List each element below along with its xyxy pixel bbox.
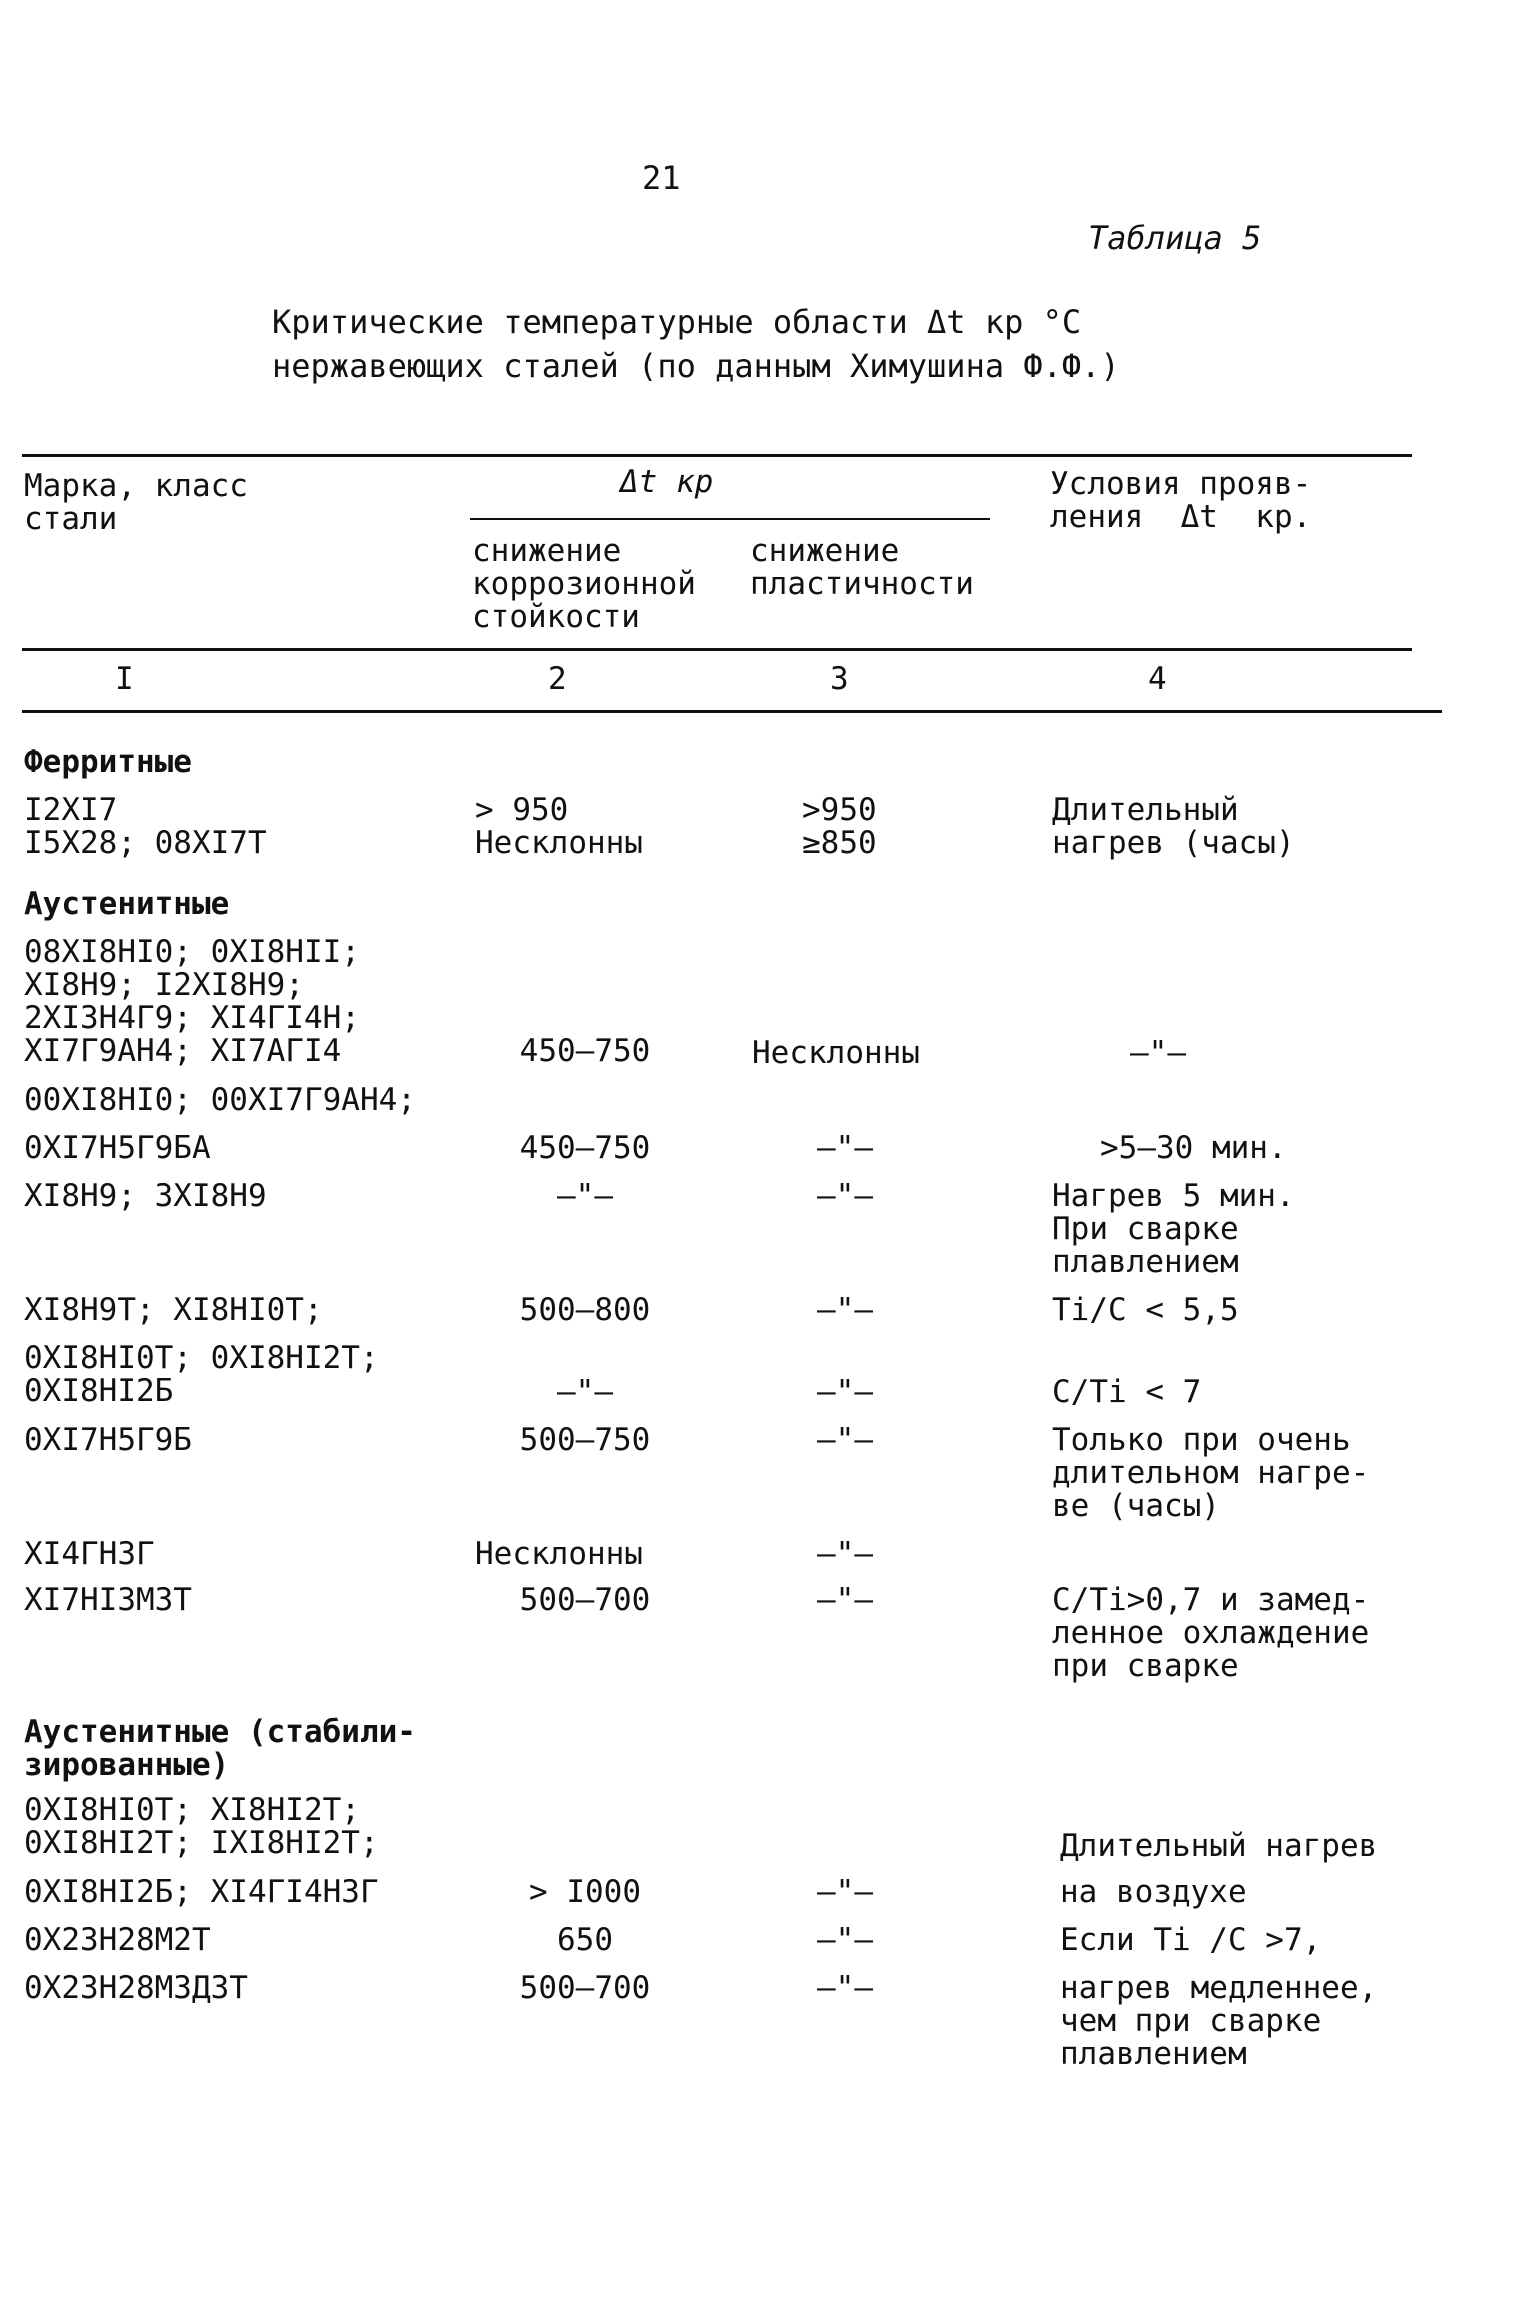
- column-number-3: 3: [830, 661, 849, 697]
- row-grade: 0XI7H5Г9БA: [24, 1130, 211, 1166]
- row-plasticity-value: –"–: [817, 1536, 873, 1572]
- row-plasticity-value: –"–: [817, 1970, 873, 2006]
- row-grade: 0X23H28M2T: [24, 1922, 211, 1958]
- row-grade: I2XI7 I5X28; 08XI7T: [24, 792, 267, 861]
- row-conditions: нагрев медленнее, чем при сварке плавлением: [1060, 1970, 1378, 2072]
- row-conditions: Если Ti /C >7,: [1060, 1922, 1322, 1958]
- row-grade: XI4ГH3Г: [24, 1536, 155, 1572]
- row-plasticity-value: Несклонны: [752, 1035, 920, 1071]
- header-grade-class: Марка, класс стали: [24, 468, 248, 537]
- row-corrosion-value: > 950 Несклонны: [475, 792, 643, 861]
- header-plasticity: снижение пластичности: [750, 533, 974, 602]
- column-number-4: 4: [1148, 661, 1167, 697]
- row-corrosion-value: 500–700: [519, 1970, 651, 2006]
- row-corrosion-value: –"–: [557, 1178, 613, 1214]
- row-grade: 08XI8HI0; 0XI8HII; XI8H9; I2XI8H9; 2XI3H4Г9; XI4ГI4H; XI7Г9AH4; XI7AГI4: [24, 934, 360, 1069]
- table-title-line-2: нержавеющих сталей (по данным Химушина Ф.Ф.): [272, 347, 1120, 385]
- row-plasticity-value: >950 ≥850: [802, 792, 877, 861]
- row-grade: 0XI8HI2Б; XI4ГI4H3Г: [24, 1874, 379, 1910]
- row-grade: XI8H9; 3XI8H9: [24, 1178, 267, 1214]
- header-corrosion-resistance: снижение коррозионной стойкости: [472, 533, 696, 635]
- row-plasticity-value: –"–: [817, 1582, 873, 1618]
- table-label: Таблица 5: [1088, 219, 1262, 257]
- row-plasticity-value: –"–: [817, 1130, 873, 1166]
- row-plasticity-value: –"–: [817, 1922, 873, 1958]
- column-number-1: I: [115, 661, 134, 697]
- row-conditions: –"–: [1130, 1035, 1186, 1071]
- row-conditions: Длительный нагрев: [1060, 1828, 1378, 1864]
- row-corrosion-value: Несклонны: [475, 1536, 643, 1572]
- row-grade: 0X23H28M3Д3T: [24, 1970, 248, 2006]
- row-conditions: Длительный нагрев (часы): [1052, 792, 1295, 861]
- numbers-bottom-rule: [22, 710, 1442, 713]
- row-plasticity-value: –"–: [817, 1874, 873, 1910]
- row-plasticity-value: –"–: [817, 1422, 873, 1458]
- row-grade: 0XI7H5Г9Б: [24, 1422, 192, 1458]
- row-conditions: >5–30 мин.: [1100, 1130, 1287, 1166]
- header-delta-t-group: Δt кр: [620, 464, 714, 500]
- row-grade: 0XI8HI0T; 0XI8HI2T; 0XI8HI2Б: [24, 1340, 379, 1409]
- table-top-rule: [22, 454, 1412, 457]
- row-conditions: Только при очень длительном нагре- ве (часы): [1052, 1422, 1370, 1524]
- header-conditions: Условия прояв- ления Δt кр.: [1050, 466, 1312, 535]
- row-corrosion-value: 450–750: [519, 1130, 651, 1166]
- row-corrosion-value: 450–750: [519, 1033, 651, 1069]
- row-plasticity-value: –"–: [817, 1374, 873, 1410]
- row-grade: XI8H9T; XI8HI0T;: [24, 1292, 323, 1328]
- table-title-line-1: Критические температурные области Δt кр °С: [272, 303, 1082, 341]
- row-corrosion-value: > I000: [529, 1874, 641, 1910]
- row-corrosion-value: 500–700: [519, 1582, 651, 1618]
- section-title-austenitic: Аустенитные: [24, 886, 230, 922]
- row-conditions: на воздухе: [1060, 1874, 1247, 1910]
- row-corrosion-value: 500–800: [519, 1292, 651, 1328]
- row-conditions: Нагрев 5 мин. При сварке плавлением: [1052, 1178, 1295, 1280]
- row-grade: 0XI8HI0T; XI8HI2T; 0XI8HI2T; IXI8HI2T;: [24, 1792, 379, 1861]
- section-title-ferritic: Ферритные: [24, 744, 192, 780]
- row-grade: 00XI8HI0; 00XI7Г9AH4;: [24, 1082, 416, 1118]
- header-bottom-rule: [22, 648, 1412, 651]
- header-group-rule: [470, 518, 990, 520]
- row-conditions: C/Ti>0,7 и замед- ленное охлаждение при сварке: [1052, 1582, 1370, 1684]
- row-corrosion-value: 500–750: [519, 1422, 651, 1458]
- row-plasticity-value: –"–: [817, 1178, 873, 1214]
- row-conditions: Ti/C < 5,5: [1052, 1292, 1239, 1328]
- row-corrosion-value: 650: [557, 1922, 613, 1958]
- row-conditions: C/Ti < 7: [1052, 1374, 1202, 1410]
- section-title-austenitic-stabilized: Аустенитные (стабили- зированные): [24, 1714, 416, 1783]
- column-number-2: 2: [548, 661, 567, 697]
- row-plasticity-value: –"–: [817, 1292, 873, 1328]
- row-grade: XI7HI3M3T: [24, 1582, 192, 1618]
- page-number: 21: [642, 159, 681, 197]
- row-corrosion-value: –"–: [557, 1374, 613, 1410]
